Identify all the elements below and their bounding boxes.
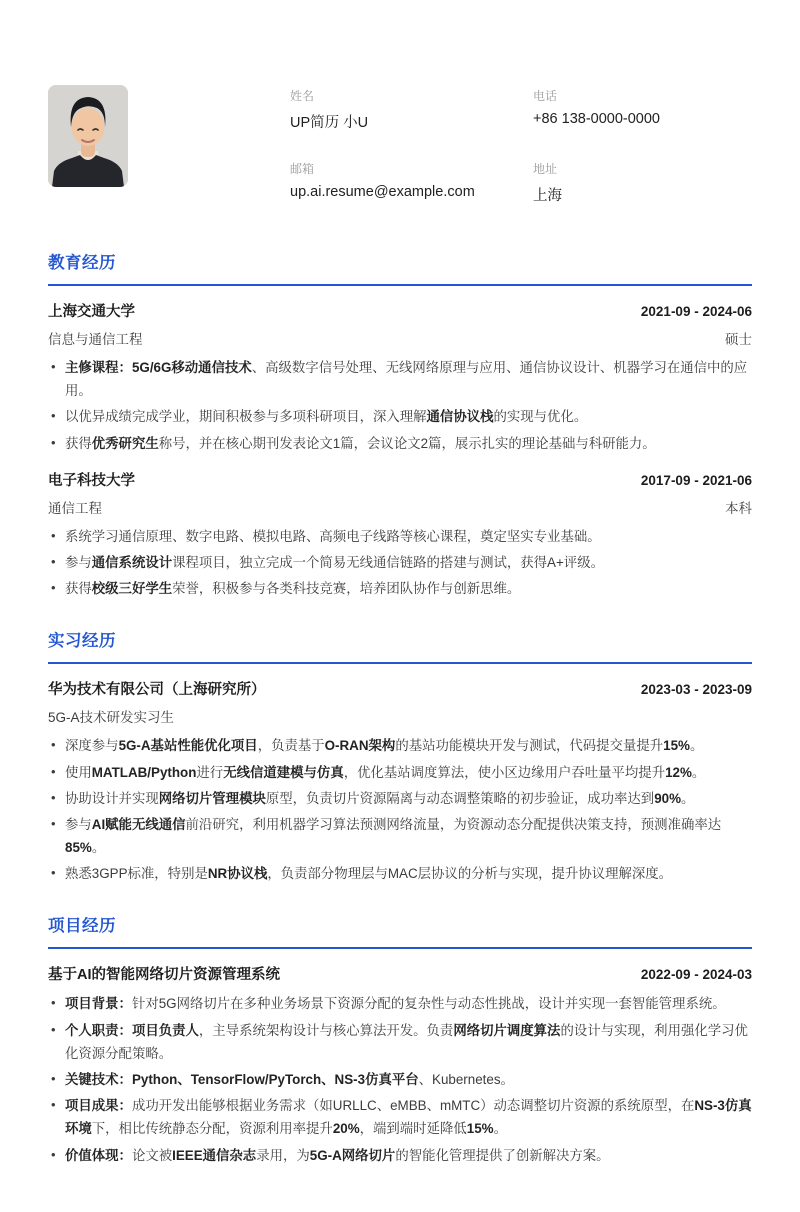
text-segment: Python、TensorFlow/PyTorch、NS-3仿真平台: [131, 1072, 419, 1087]
text-segment: 价值体现：: [65, 1147, 132, 1163]
field-label-email: 邮箱: [290, 162, 315, 176]
entry-header: [48, 300, 752, 321]
text-segment: 网络切片调度算法: [453, 1022, 561, 1038]
field-label-address: 地址: [533, 162, 558, 176]
text-segment: 获得: [65, 435, 92, 451]
field-value-email: up.ai.resume@example.com: [290, 184, 475, 200]
text-segment: 协助设计并实现: [65, 790, 159, 806]
entry-subheader: [48, 706, 752, 726]
text-segment: 参与: [65, 554, 92, 570]
text-segment: 获得: [65, 581, 92, 597]
bullet-item: [48, 1019, 752, 1065]
bullet-item: [48, 813, 752, 859]
field-value-name: UP简历 小U: [290, 115, 369, 131]
resume-sections: [48, 249, 752, 1167]
text-segment: IEEE通信杂志: [172, 1147, 257, 1163]
bullet-item: [48, 734, 752, 757]
text-segment: ，负责基于: [257, 738, 325, 754]
resume-section: [48, 249, 752, 600]
contact-field-email: [290, 160, 533, 205]
bullet-item: [48, 862, 752, 885]
text-segment: 课程项目，独立完成一个简易无线通信链路的搭建与测试，获得A+评级。: [172, 554, 604, 570]
text-segment: 熟悉3GPP标准，特别是: [65, 866, 208, 882]
text-segment: 使用: [65, 764, 92, 780]
text-segment: 针对5G网络切片在多种业务场景下资源分配的复杂性与动态性挑战，设计并实现一套智能管理系统。: [131, 996, 726, 1012]
text-segment: 90%: [654, 790, 681, 806]
entry-degree: 硕士: [725, 332, 752, 347]
section-divider: [48, 284, 752, 286]
text-segment: 原型，负责切片资源隔离与动态调整策略的初步验证，成功率达到: [265, 790, 655, 806]
text-segment: 的实现与优化。: [493, 409, 588, 425]
resume-section: [48, 912, 752, 1166]
text-segment: NS-3仿真环境: [65, 1098, 752, 1137]
text-segment: 称号，并在核心期刊发表论文1篇，会议论文2篇，展示扎实的理论基础与科研能力。: [158, 435, 656, 451]
entry-bullets: [48, 356, 752, 455]
entry-date: 2023-03 - 2023-09: [640, 682, 752, 698]
text-segment: 通信系统设计: [91, 554, 173, 570]
text-segment: 。: [493, 1121, 507, 1137]
text-segment: 项目成果：: [65, 1098, 132, 1114]
entry-role: 通信工程: [48, 500, 102, 516]
text-segment: 前沿研究，利用机器学习算法预测网络流量，为资源动态分配提供决策支持，预测准确率达: [185, 816, 722, 832]
contact-field-phone: [533, 87, 752, 132]
text-segment: 关键技术：: [65, 1072, 132, 1087]
entry: [48, 300, 752, 455]
section-divider: [48, 947, 752, 949]
entry-bullets: [48, 734, 752, 885]
text-segment: 5G-A基站性能优化项目: [118, 738, 258, 754]
text-segment: 荣誉，积极参与各类科技竞赛，培养团队协作与创新思维。: [172, 581, 521, 597]
portrait-illustration: [48, 85, 128, 187]
entry-subheader: [48, 497, 752, 517]
bullet-item: [48, 432, 752, 455]
text-segment: 下，相比传统静态分配，资源利用率提升: [91, 1121, 333, 1137]
bullet-item: [48, 525, 752, 548]
contact-field-address: [533, 160, 752, 205]
entry-degree: 本科: [725, 500, 752, 516]
text-segment: 、高级数字信号处理、无线网络原理与应用、通信协议设计、机器学习在通信中的应用。: [65, 360, 748, 399]
text-segment: 85%: [65, 840, 92, 856]
text-segment: ，主导系统架构设计与核心算法开发。负责: [198, 1022, 454, 1038]
text-segment: 5G-A网络切片: [309, 1147, 396, 1163]
text-segment: 个人职责：: [65, 1022, 132, 1038]
text-segment: ，优化基站调度算法，使小区边缘用户吞吐量平均提升: [343, 764, 666, 780]
entry-bullets: [48, 525, 752, 601]
resume-section: [48, 627, 752, 885]
entry-header: [48, 963, 752, 984]
text-segment: 。: [681, 790, 695, 806]
entry-role: 信息与通信工程: [48, 332, 143, 347]
text-segment: 进行: [196, 764, 224, 780]
text-segment: ，端到端时延降低: [359, 1121, 467, 1137]
entry-date: 2017-09 - 2021-06: [640, 472, 752, 488]
text-segment: 录用，为: [256, 1147, 310, 1163]
text-segment: 论文被: [131, 1147, 173, 1163]
entry: [48, 469, 752, 601]
text-segment: 20%: [332, 1121, 360, 1137]
text-segment: 5G/6G移动通信技术: [131, 360, 252, 375]
entry: [48, 678, 752, 885]
entry: [48, 963, 752, 1166]
field-value-phone: +86 138-0000-0000: [533, 111, 660, 127]
entry-bullets: [48, 992, 752, 1166]
entry-date: 2022-09 - 2024-03: [640, 967, 752, 983]
contact-grid: [290, 85, 752, 205]
section-divider: [48, 662, 752, 664]
bullet-item: [48, 787, 752, 810]
profile-photo: [48, 85, 128, 187]
section-title: 实习经历: [48, 632, 116, 651]
text-segment: NR协议栈: [207, 866, 268, 882]
entry-title: 电子科技大学: [48, 472, 135, 489]
text-segment: O-RAN架构: [324, 738, 396, 754]
entry-title: 华为技术有限公司（上海研究所）: [48, 682, 266, 699]
text-segment: 系统学习通信原理、数字电路、模拟电路、高频电子线路等核心课程，奠定坚实专业基础。: [65, 528, 601, 544]
bullet-item: [48, 761, 752, 784]
bullet-item: [48, 577, 752, 600]
bullet-item: [48, 356, 752, 402]
resume-header: [48, 85, 752, 205]
contact-field-name: [290, 87, 533, 132]
text-segment: 通信协议栈: [426, 409, 494, 425]
text-segment: 参与: [65, 816, 92, 832]
text-segment: 15%: [663, 738, 690, 754]
field-label-name: 姓名: [290, 89, 315, 103]
text-segment: 网络切片管理模块: [158, 790, 266, 806]
entry-header: [48, 469, 752, 490]
text-segment: 无线信道建模与仿真: [223, 764, 344, 780]
entry-role: 5G-A技术研发实习生: [48, 710, 175, 726]
text-segment: 深度参与: [65, 738, 119, 754]
section-title: 教育经历: [48, 254, 116, 272]
text-segment: 。: [689, 738, 704, 754]
text-segment: AI赋能无线通信: [91, 816, 186, 832]
text-segment: 。: [91, 840, 106, 856]
bullet-item: [48, 1068, 752, 1091]
bullet-item: [48, 405, 752, 428]
text-segment: 项目负责人: [131, 1022, 199, 1038]
text-segment: 项目背景：: [65, 996, 132, 1012]
text-segment: 以优异成绩完成学业，期间积极参与多项科研项目，深入理解: [65, 409, 427, 425]
text-segment: 的基站功能模块开发与测试，代码提交量提升: [395, 738, 664, 754]
bullet-item: [48, 1094, 752, 1140]
text-segment: 12%: [665, 764, 692, 780]
text-segment: MATLAB/Python: [91, 764, 197, 780]
text-segment: 成功开发出能够根据业务需求（如URLLC、eMBB、mMTC）动态调整切片资源的系统原型，在: [131, 1098, 695, 1114]
field-value-address: 上海: [533, 188, 562, 204]
text-segment: 校级三好学生: [91, 581, 173, 597]
text-segment: 。: [691, 764, 706, 780]
bullet-item: [48, 551, 752, 574]
entry-header: [48, 678, 752, 699]
text-segment: 优秀研究生: [91, 435, 159, 451]
bullet-item: [48, 1144, 752, 1167]
text-segment: ，负责部分物理层与MAC层协议的分析与实现，提升协议理解深度。: [267, 866, 673, 882]
text-segment: 主修课程：: [65, 360, 132, 375]
text-segment: 15%: [466, 1121, 494, 1137]
entry-subheader: [48, 328, 752, 348]
text-segment: 的智能化管理提供了创新解决方案。: [395, 1147, 610, 1163]
entry-title: 基于AI的智能网络切片资源管理系统: [48, 967, 280, 984]
text-segment: 的设计与实现，利用强化学习优化资源分配策略。: [65, 1022, 748, 1061]
section-title: 项目经历: [48, 917, 116, 936]
field-label-phone: 电话: [533, 89, 558, 103]
text-segment: 、Kubernetes。: [418, 1072, 514, 1087]
bullet-item: [48, 992, 752, 1015]
entry-title: 上海交通大学: [48, 304, 135, 320]
entry-date: 2021-09 - 2024-06: [640, 304, 752, 319]
